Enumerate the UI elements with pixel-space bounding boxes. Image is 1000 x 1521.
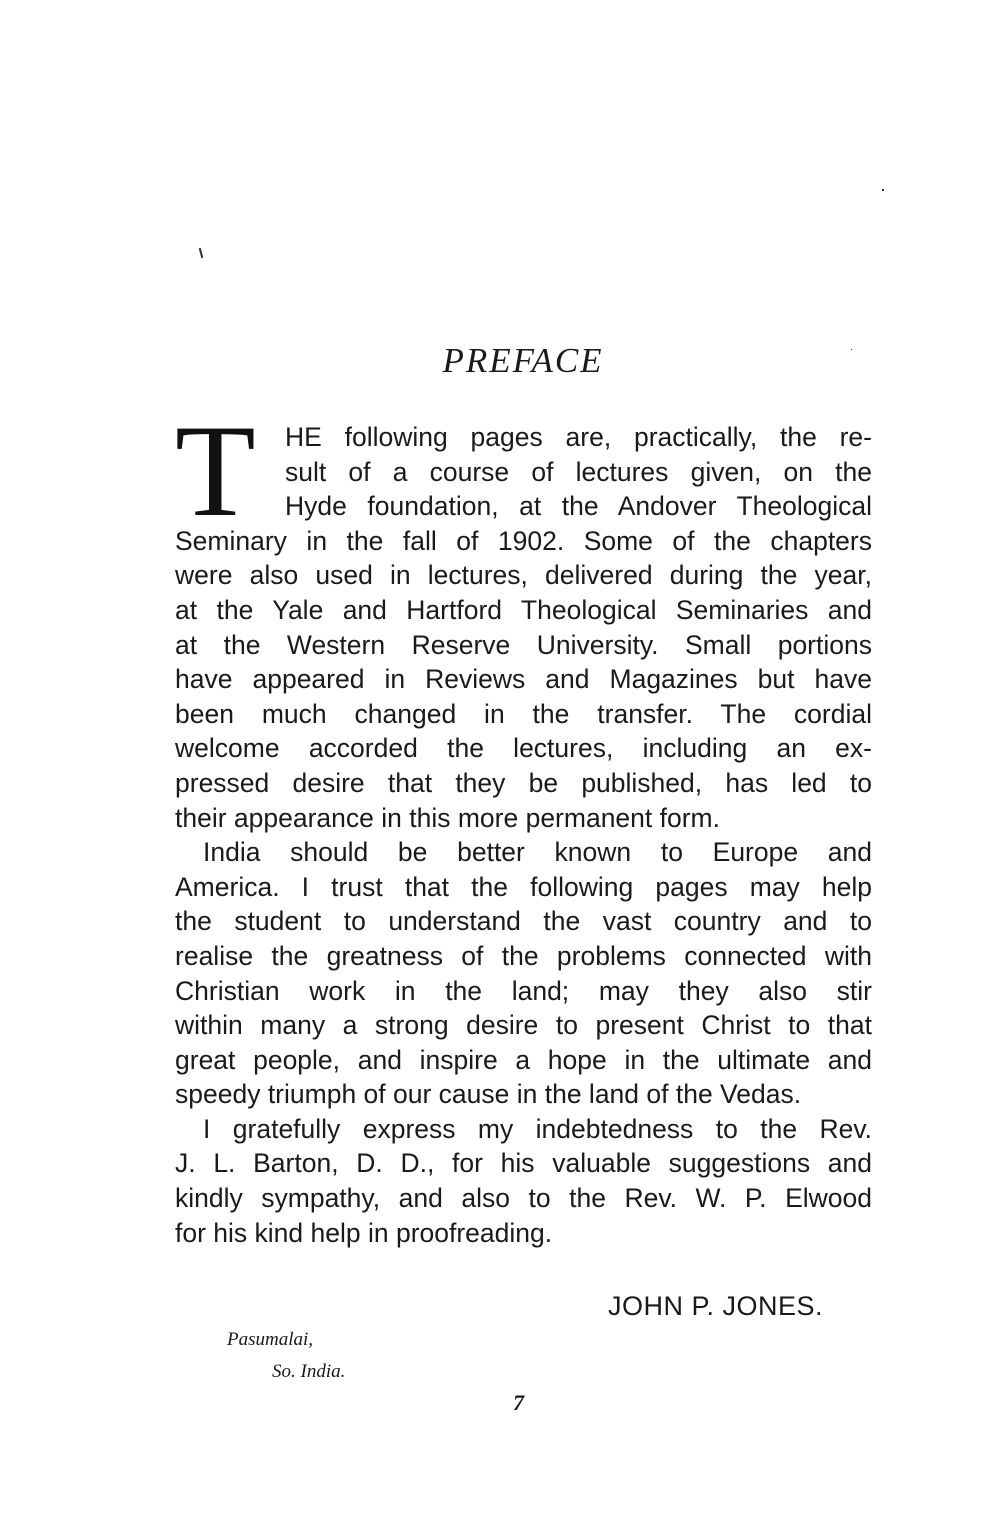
text-line: great people, and inspire a hope in the ultimate and	[175, 1044, 872, 1075]
preface-body	[175, 397, 872, 1250]
text-line: been much changed in the transfer. The cordial	[175, 698, 872, 729]
print-speck	[882, 189, 884, 191]
text-line: have appeared in Reviews and Magazines but have	[175, 664, 872, 695]
text-line: HE following pages are, practically, the re-	[285, 422, 872, 452]
text-line: within many a strong desire to present Christ to that	[175, 1010, 872, 1041]
text-line: Hyde foundation, at the Andover Theological	[285, 491, 872, 522]
text-line: Christian work in the land; may they also stir	[175, 975, 872, 1006]
text-line: kindly sympathy, and also to the Rev. W. P. Elwood	[175, 1183, 872, 1214]
text-line: at the Yale and Hartford Theological Seminaries and	[175, 594, 872, 625]
text-line: Seminary in the fall of 1902. Some of the chapters	[175, 525, 872, 556]
text-line: welcome accorded the lectures, including an ex-	[175, 733, 872, 764]
place-line: Pasumalai,	[227, 1329, 314, 1350]
text-line: America. I trust that the following pages may help	[175, 871, 872, 902]
text-line: at the Western Reserve University. Small portions	[175, 629, 872, 660]
page-title: PREFACE	[442, 341, 604, 380]
place-line: So. India.	[272, 1361, 346, 1382]
author-signature: JOHN P. JONES.	[608, 1291, 824, 1321]
text-line: their appearance in this more permanent form.	[175, 802, 720, 833]
text-line: India should be better known to Europe and	[203, 837, 872, 868]
text-line: pressed desire that they be published, has led to	[175, 767, 872, 798]
text-line: the student to understand the vast country and to	[175, 906, 872, 937]
text-line: speedy triumph of our cause in the land of the Vedas.	[175, 1079, 802, 1110]
text-line: J. L. Barton, D. D., for his valuable suggestions and	[175, 1148, 872, 1179]
text-line: were also used in lectures, delivered during the year,	[175, 560, 872, 591]
text-line: I gratefully express my indebtedness to the Rev.	[203, 1113, 872, 1144]
text-line: realise the greatness of the problems connected with	[175, 940, 872, 971]
text-line: sult of a course of lectures given, on the	[285, 456, 872, 487]
page-number: 7	[513, 1390, 524, 1415]
print-speck	[199, 248, 204, 258]
drop-cap: T	[175, 397, 256, 544]
text-line: for his kind help in proofreading.	[175, 1217, 553, 1248]
